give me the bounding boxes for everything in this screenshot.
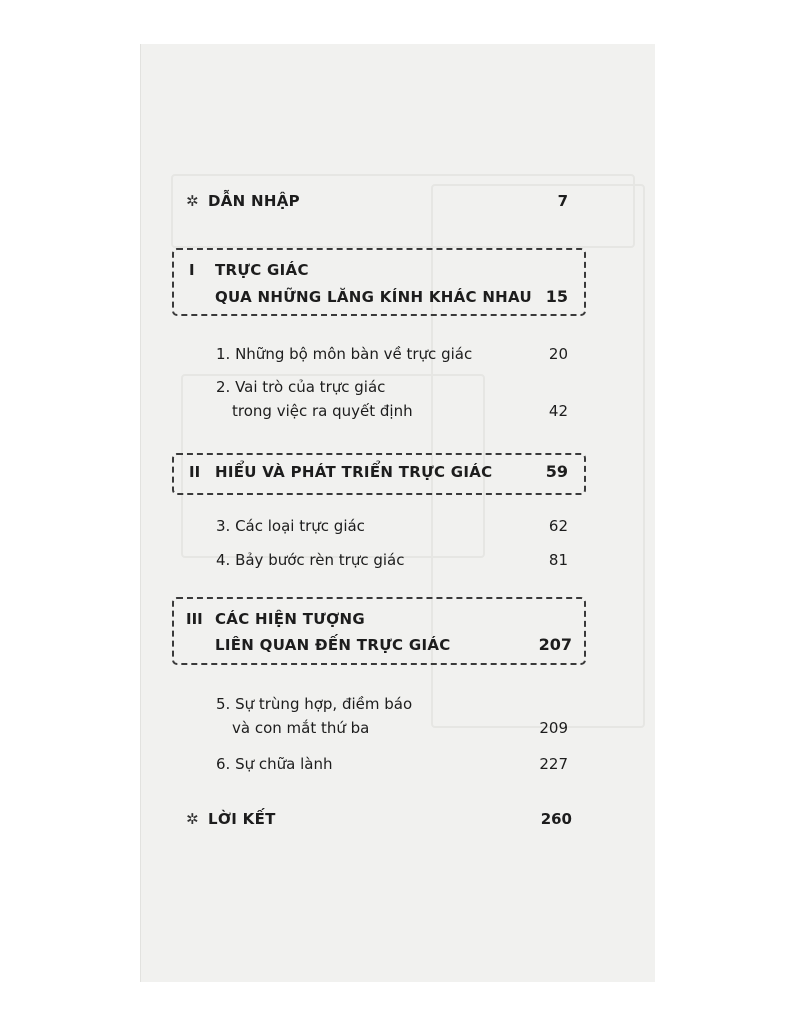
part-title-1-line2[interactable]: QUA NHỮNG LĂNG KÍNH KHÁC NHAU bbox=[215, 288, 532, 306]
intro-page-number: 7 bbox=[557, 192, 568, 210]
chapter-5-page: 209 bbox=[539, 719, 568, 737]
chapter-6-title[interactable]: 6. Sự chữa lành bbox=[216, 755, 333, 773]
conclusion-star-icon: ✲ bbox=[186, 810, 199, 828]
book-page bbox=[140, 44, 655, 982]
chapter-2-title-line1[interactable]: 2. Vai trò của trực giác bbox=[216, 378, 386, 396]
chapter-2-title-line2[interactable]: trong việc ra quyết định bbox=[232, 402, 413, 420]
part-title-2[interactable]: HIỂU VÀ PHÁT TRIỂN TRỰC GIÁC bbox=[215, 463, 493, 481]
part-title-3-line2[interactable]: LIÊN QUAN ĐẾN TRỰC GIÁC bbox=[215, 636, 451, 654]
part-page-number-2: 59 bbox=[545, 462, 568, 481]
chapter-1-title[interactable]: 1. Những bộ môn bàn về trực giác bbox=[216, 345, 473, 363]
part-roman-2: II bbox=[189, 463, 201, 481]
conclusion-heading[interactable]: LỜI KẾT bbox=[208, 810, 276, 828]
chapter-4-page: 81 bbox=[548, 551, 568, 569]
chapter-2-page: 42 bbox=[548, 402, 568, 420]
part-roman-3: III bbox=[186, 610, 203, 628]
conclusion-page-number: 260 bbox=[540, 810, 572, 828]
part-title-3-line1[interactable]: CÁC HIỆN TƯỢNG bbox=[215, 610, 365, 628]
chapter-3-title[interactable]: 3. Các loại trực giác bbox=[216, 517, 365, 535]
chapter-1-page: 20 bbox=[548, 345, 568, 363]
chapter-5-title-line2[interactable]: và con mắt thứ ba bbox=[232, 719, 370, 737]
intro-star-icon: ✲ bbox=[186, 192, 199, 210]
part-page-number-1: 15 bbox=[545, 287, 568, 306]
part-page-number-3: 207 bbox=[538, 635, 572, 654]
chapter-4-title[interactable]: 4. Bảy bước rèn trực giác bbox=[216, 551, 405, 569]
part-title-1-line1[interactable]: TRỰC GIÁC bbox=[215, 261, 309, 279]
chapter-5-title-line1[interactable]: 5. Sự trùng hợp, điềm báo bbox=[216, 695, 413, 713]
intro-heading[interactable]: DẪN NHẬP bbox=[208, 192, 300, 210]
part-roman-1: I bbox=[189, 261, 195, 279]
chapter-6-page: 227 bbox=[539, 755, 568, 773]
chapter-3-page: 62 bbox=[548, 517, 568, 535]
